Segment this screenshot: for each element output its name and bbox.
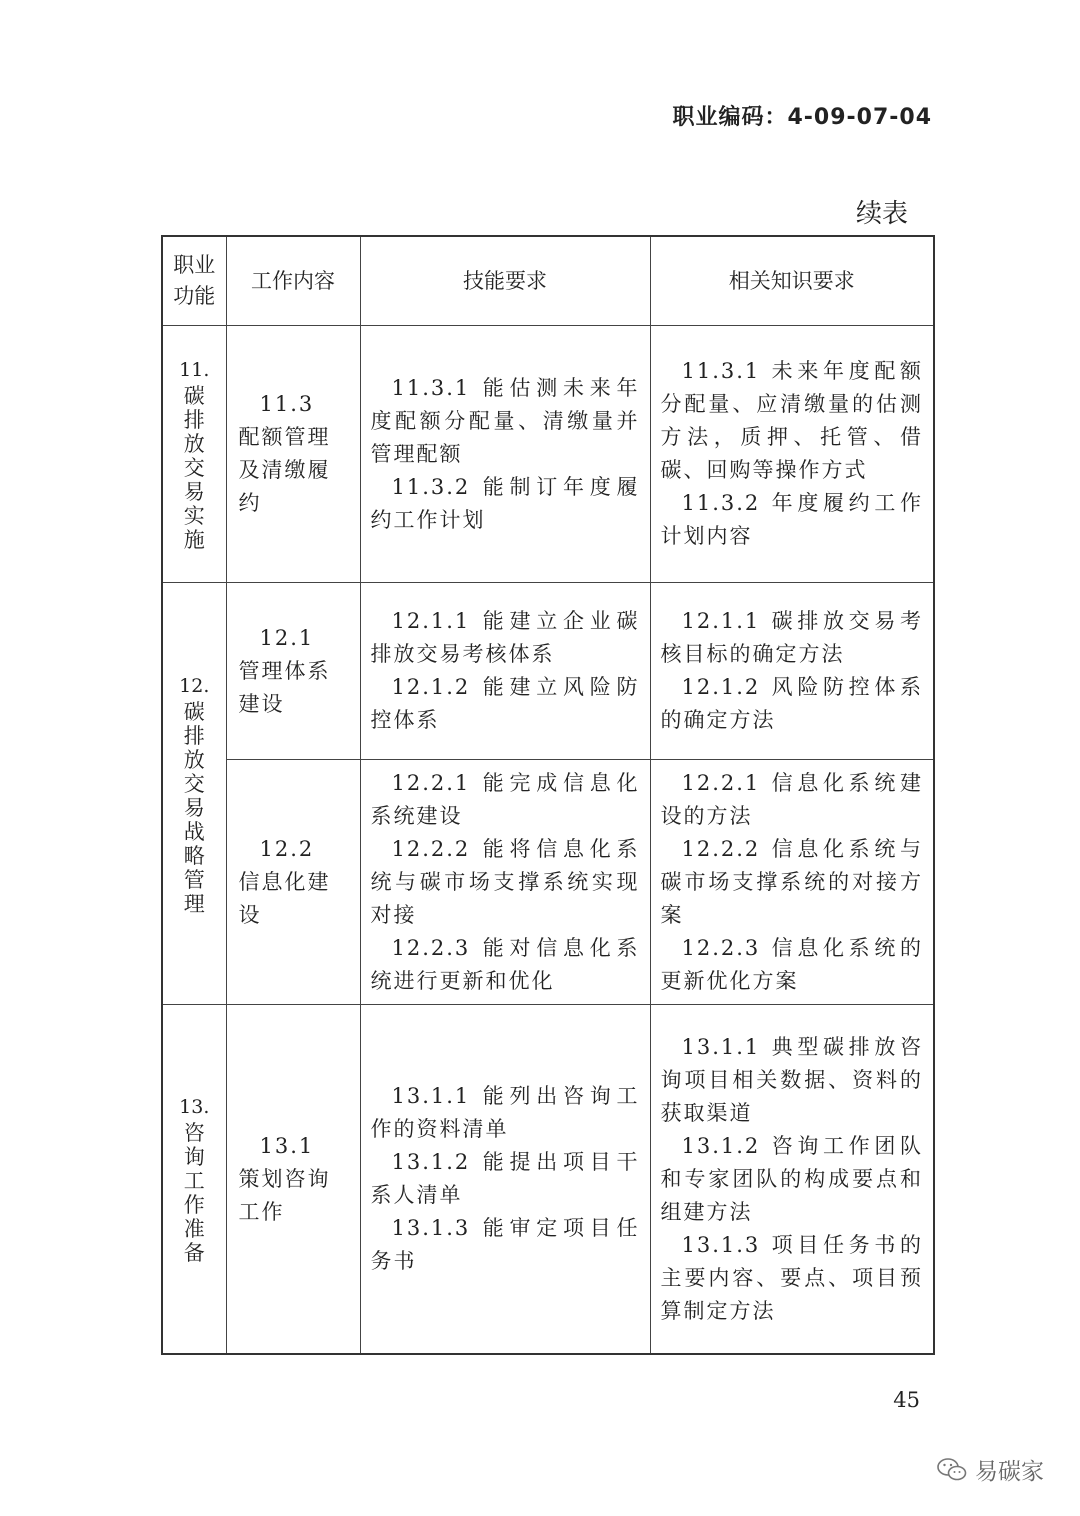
function-cell: 12. 碳排放交易战略管理 [162,583,226,1005]
knowledge-cell: 12.1.1 碳排放交易考核目标的确定方法 12.1.2 风险防控体系的确定方法 [650,583,934,760]
function-cell: 11. 碳排放交易实施 [162,326,226,583]
work-content-cell: 13.1 策划咨询工作 [226,1005,360,1355]
occupation-code: 职业编码：4-09-07-04 [672,105,932,130]
table-row [162,1005,934,1355]
work-content-cell: 12.1 管理体系建设 [226,583,360,760]
knowledge-cell: 11.3.1 未来年度配额分配量、应清缴量的估测方法，质押、托管、借碳、回购等操作方式 11.3.2 年度履约工作计划内容 [650,326,934,583]
continued-table-label: 续表 [855,199,908,229]
header-occupation-function: 职业 功能 [162,236,226,326]
skill-cell: 11.3.1 能估测未来年度配额分配量、清缴量并管理配额 11.3.2 能制订年度履约工作计划 [360,326,650,583]
skills-table [161,235,935,1355]
wechat-icon [937,1457,967,1483]
table-header-row [162,236,934,326]
knowledge-cell: 13.1.1 典型碳排放咨询项目相关数据、资料的获取渠道 13.1.2 咨询工作团队和专家团队的构成要点和组建方法 13.1.3 项目任务书的主要内容、要点、项目预算制定方法 [650,1005,934,1355]
header-skill-requirements: 技能要求 [360,236,650,326]
function-cell: 13. 咨询工作准备 [162,1005,226,1355]
table-row [162,760,934,1005]
work-content-cell: 11.3 配额管理及清缴履约 [226,326,360,583]
skill-cell: 13.1.1 能列出咨询工作的资料清单 13.1.2 能提出项目干系人清单 13.1.3 能审定项目任务书 [360,1005,650,1355]
page-number: 45 [893,1388,920,1412]
watermark [937,1453,1044,1486]
header-work-content: 工作内容 [226,236,360,326]
watermark-text: 易碳家 [975,1459,1044,1485]
skill-cell: 12.2.1 能完成信息化系统建设 12.2.2 能将信息化系统与碳市场支撑系统实现对接 12.2.3 能对信息化系统进行更新和优化 [360,760,650,1005]
skill-cell: 12.1.1 能建立企业碳排放交易考核体系 12.1.2 能建立风险防控体系 [360,583,650,760]
table-row [162,326,934,583]
header-knowledge-requirements: 相关知识要求 [650,236,934,326]
knowledge-cell: 12.2.1 信息化系统建设的方法 12.2.2 信息化系统与碳市场支撑系统的对接方案 12.2.3 信息化系统的更新优化方案 [650,760,934,1005]
work-content-cell: 12.2 信息化建设 [226,760,360,1005]
table-row [162,583,934,760]
